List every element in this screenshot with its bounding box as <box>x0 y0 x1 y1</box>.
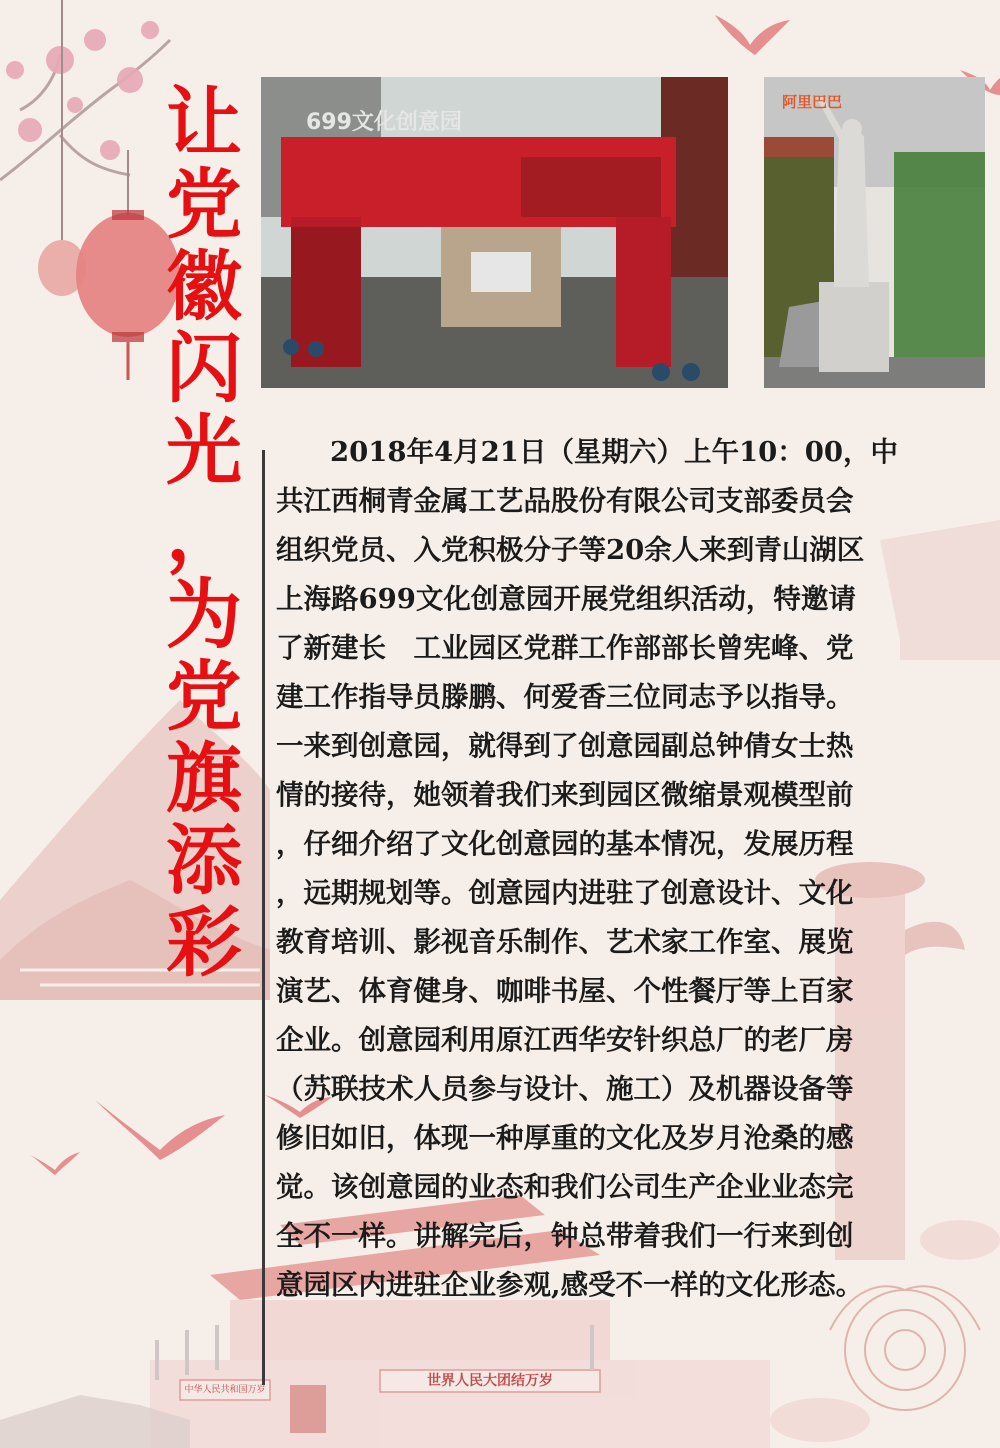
banner-right: 世界人民大团结万岁 <box>427 1373 553 1389</box>
title-char: 为 <box>166 570 242 659</box>
title-char: 添 <box>166 816 242 905</box>
title-char: 光 <box>166 406 242 495</box>
body-line: 全不一样。讲解完后，钟总带着我们一行来到创 <box>276 1220 854 1252</box>
article-body <box>276 428 926 1310</box>
statue-photo <box>764 77 985 388</box>
banner-left: 中华人民共和国万岁 <box>184 1385 266 1395</box>
blossom-branch <box>0 40 170 180</box>
body-line: 建工作指导员滕鹏、何爱香三位同志予以指导。 <box>276 681 854 713</box>
title-char: 彩 <box>166 898 242 987</box>
body-line: 演艺、体育健身、咖啡书屋、个性餐厅等上百家 <box>276 975 854 1007</box>
body-line: 上海路699文化创意园开展党组织活动，特邀请 <box>276 583 856 615</box>
title-char: ， <box>166 488 242 577</box>
body-line: 2018年4月21日（星期六）上午10：00，中 <box>330 436 898 468</box>
body-line: 修旧如旧，体现一种厚重的文化及岁月沧桑的感 <box>276 1122 854 1154</box>
page-title <box>158 78 250 987</box>
title-char: 闪 <box>166 324 242 413</box>
body-line: 觉。该创意园的业态和我们公司生产企业业态完 <box>276 1171 854 1203</box>
body-line: 共江西桐青金属工艺品股份有限公司支部委员会 <box>276 485 854 517</box>
blossom-flowers <box>6 21 159 160</box>
gate-photo <box>261 77 728 388</box>
body-line: ，远期规划等。创意园内进驻了创意设计、文化 <box>276 877 854 909</box>
body-line: 了新建长 工业园区党群工作部部长曾宪峰、党 <box>276 632 854 664</box>
title-char: 让 <box>166 78 242 167</box>
body-line: 企业。创意园利用原江西华安针织总厂的老厂房 <box>276 1024 854 1056</box>
gate-sign: 699文化创意园 <box>306 110 462 135</box>
title-char: 党 <box>166 652 242 741</box>
lantern-small <box>38 0 86 296</box>
body-line: 情的接待，她领着我们来到园区微缩景观模型前 <box>276 779 854 811</box>
body-line: 组织党员、入党积极分子等20余人来到青山湖区 <box>276 534 865 566</box>
vertical-divider <box>262 450 265 1385</box>
body-line: 教育培训、影视音乐制作、艺术家工作室、展览 <box>276 926 854 958</box>
body-line: ，仔细介绍了文化创意园的基本情况，发展历程 <box>276 828 854 860</box>
title-char: 徽 <box>166 242 242 331</box>
title-char: 旗 <box>166 734 242 823</box>
statue-sign: 阿里巴巴 <box>782 93 843 111</box>
title-char: 党 <box>166 160 242 249</box>
body-line: 意园区内进驻企业参观,感受不一样的文化形态。 <box>276 1269 864 1301</box>
body-line: （苏联技术人员参与设计、施工）及机器设备等 <box>276 1073 854 1105</box>
body-line: 一来到创意园，就得到了创意园副总钟倩女士热 <box>276 730 854 762</box>
